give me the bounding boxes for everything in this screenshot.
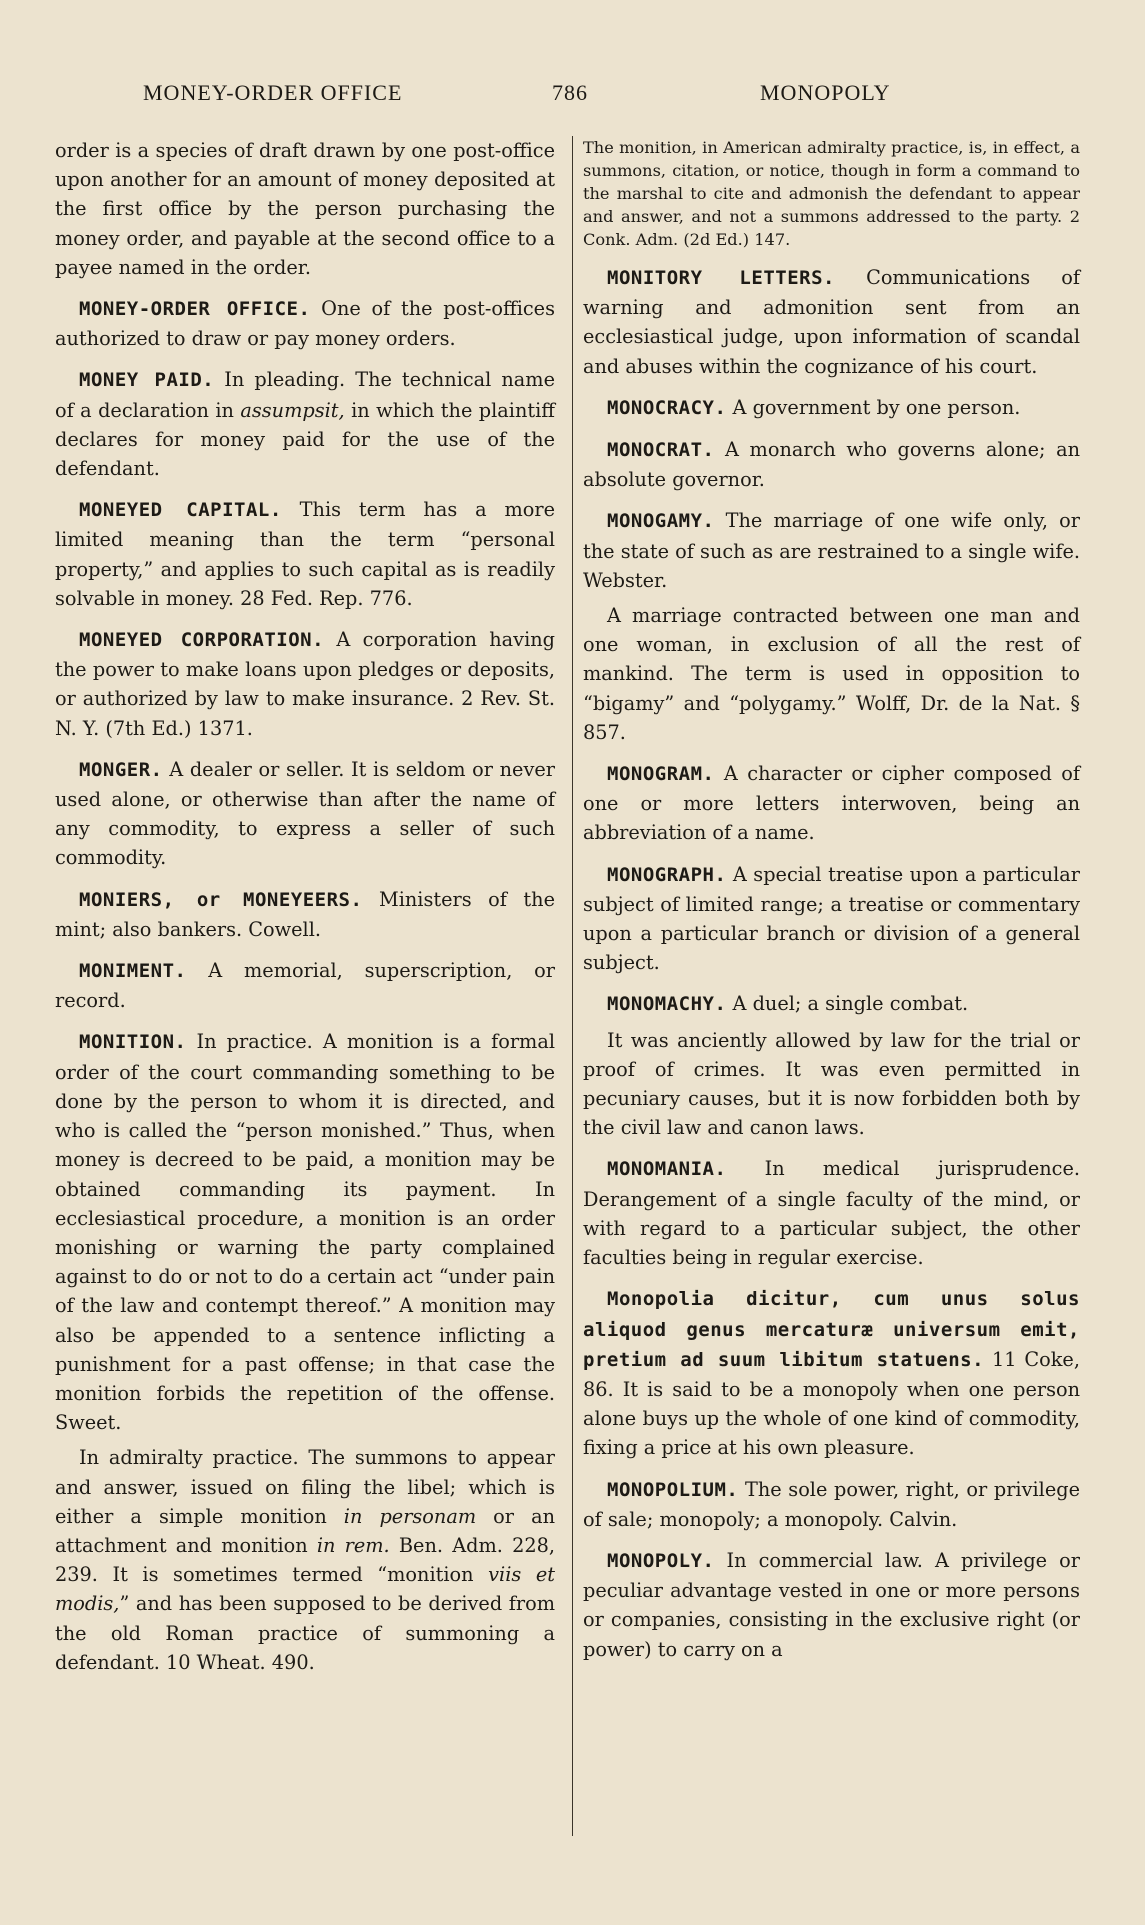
- entry-monocrat: MONOCRAT. A monarch who governs alone; an absolute governor.: [583, 438, 1080, 492]
- entry-monogram: MONOGRAM. A character or cipher composed of one or more letters interwoven, being an abbreviation of a name.: [583, 762, 1080, 845]
- headword: MONEYED CORPORATION.: [79, 629, 325, 652]
- headword: MONOGAMY.: [607, 510, 715, 533]
- header-right-guideword: MONOPOLY: [760, 80, 891, 105]
- headword: MONOGRAPH.: [607, 863, 727, 886]
- entry-monocracy: MONOCRACY. A government by one person.: [607, 395, 1021, 419]
- headword: MONOGRAM.: [607, 763, 715, 786]
- headword: MONEY-ORDER OFFICE.: [79, 298, 311, 321]
- headword: MONITION.: [79, 1031, 187, 1054]
- entry-monomachy-cont: It was anciently allowed by law for the trial or proof of crimes. It was even permitted in pecuniary causes, but it is now forbidden both by the civil law and canon laws.: [583, 1028, 1080, 1140]
- entry-moniers: MONIERS, or MONEYEERS. Ministers of the mint; also bankers. Cowell.: [55, 887, 555, 941]
- entry-monogamy: MONOGAMY. The marriage of one wife only, or the state of such as are restrained to a single wife. Webster.: [583, 509, 1080, 592]
- headword: MONGER.: [79, 758, 163, 781]
- entry-monopolium: MONOPOLIUM. The sole power, right, or privilege of sale; monopoly; a monopoly. Calvin.: [583, 1477, 1080, 1531]
- latin-maxim: Monopolia dicitur, cum unus solus aliquod genus mercaturæ universum emit, pretium ad suum libitum statuens.: [583, 1288, 1080, 1371]
- column-divider: [572, 136, 573, 1836]
- headword: MONIERS, or MONEYEERS.: [79, 888, 363, 911]
- entry-moneyed-corporation: MONEYED CORPORATION. A corporation having the power to make loans upon pledges or deposits, or authorized by law to make insurance. 2 Rev. St. N. Y. (7th Ed.) 1371.: [55, 628, 555, 740]
- headword: MONOMANIA.: [607, 1158, 727, 1181]
- entry-monopoly: MONOPOLY. In commercial law. A privilege or peculiar advantage vested in one or more persons or companies, consisting in the exclusive right (or power) to carry on a: [583, 1548, 1080, 1661]
- entry-moneyed-capital: MONEYED CAPITAL. This term has a more limited meaning than the term “personal property,” and applies to such capital as is readily solvable in money. 28 Fed. Rep. 776.: [55, 498, 555, 610]
- page-header: [0, 80, 1145, 110]
- left-column: [55, 136, 555, 1689]
- entry-monitory-letters: MONITORY LETTERS. Communications of warning and admonition sent from an ecclesiastical judge, upon information of scandal and abuses within the cognizance of his court.: [583, 266, 1080, 378]
- entry-monomachy: MONOMACHY. A duel; a single combat.: [607, 992, 969, 1016]
- entry-monogamy-cont: A marriage contracted between one man and one woman, in exclusion of all the rest of mankind. The term is used in opposition to “bigamy” and “polygamy.” Wolff, Dr. de la Nat. § 857.: [583, 604, 1080, 744]
- headword: MONEY PAID.: [79, 369, 215, 392]
- entry-monger: MONGER. A dealer or seller. It is seldom or never used alone, or otherwise than after the name of any commodity, to express a seller of such commodity.: [55, 757, 555, 870]
- headword: MONIMENT.: [79, 960, 187, 983]
- headword: MONITORY LETTERS.: [607, 267, 835, 289]
- entry-monograph: MONOGRAPH. A special treatise upon a particular subject of limited range; a treatise or commentary upon a particular branch or division of a general subject.: [583, 862, 1080, 975]
- entry-money-order-office: MONEY-ORDER OFFICE. One of the post-offices authorized to draw or pay money orders.: [55, 297, 555, 351]
- entry-monition-note: The monition, in American admiralty practice, is, in effect, a summons, citation, or notice, though in form a command to the marshal to cite and admonish the defendant to appear and answer, and not a summons addressed to the party. 2 Conk. Adm. (2d Ed.) 147.: [583, 138, 1080, 249]
- headword: MONOPOLIUM.: [607, 1478, 739, 1501]
- headword: MONOMACHY.: [607, 993, 727, 1016]
- headword: MONOPOLY.: [607, 1549, 715, 1572]
- entry-moniment: MONIMENT. A memorial, superscription, or record.: [55, 959, 555, 1013]
- page-number: 786: [552, 80, 588, 105]
- headword: MONOCRAT.: [607, 439, 715, 462]
- header-left-guideword: MONEY-ORDER OFFICE: [143, 80, 403, 105]
- headword: MONOCRACY.: [607, 396, 727, 419]
- entry-money-paid: MONEY PAID. In pleading. The technical name of a declaration in assumpsit, in which the plaintiff declares for money paid for the use of the defendant.: [55, 368, 555, 481]
- entry-monomania: MONOMANIA. In medical jurisprudence. Derangement of a single faculty of the mind, or with regard to a particular subject, the other faculties being in regular exercise.: [583, 1157, 1080, 1270]
- entry-monition: MONITION. In practice. A monition is a formal order of the court commanding something to be done by the person to whom it is directed, and who is called the “person monished.” Thus, when money is decreed to be paid, a monition may be obtained commanding its payment. In ecclesiastical procedure, a monition is an order monishing or warning the party complained against to do or not to do a certain act “under pain of the law and contempt thereof.” A monition may also be appended to a sentence inflicting a punishment for a past offense; in that case the monition forbids the repetition of the offense. Sweet.: [55, 1030, 555, 1435]
- entry-monition-admiralty: In admiralty practice. The summons to appear and answer, issued on filing the libel; which is either a simple monition in personam or an attachment and monition in rem. Ben. Adm. 228, 239. It is sometimes termed “monition viis et modis,” and has been supposed to be derived from the old Roman practice of summoning a defendant. 10 Wheat. 490.: [55, 1446, 556, 1674]
- entry-continuation: order is a species of draft drawn by one post-office upon another for an amount of money deposited at the first office by the person purchasing the money order, and payable at the second office to a payee named in the order.: [55, 139, 555, 279]
- headword: MONEYED CAPITAL.: [79, 499, 282, 522]
- right-column: [583, 136, 1080, 1676]
- entry-monopolia-maxim: Monopolia dicitur, cum unus solus aliquod genus mercaturæ universum emit, pretium ad suum libitum statuens. 11 Coke, 86. It is said to be a monopoly when one person alone buys up the whole of one kind of commodity, fixing a price at his own pleasure.: [583, 1288, 1080, 1460]
